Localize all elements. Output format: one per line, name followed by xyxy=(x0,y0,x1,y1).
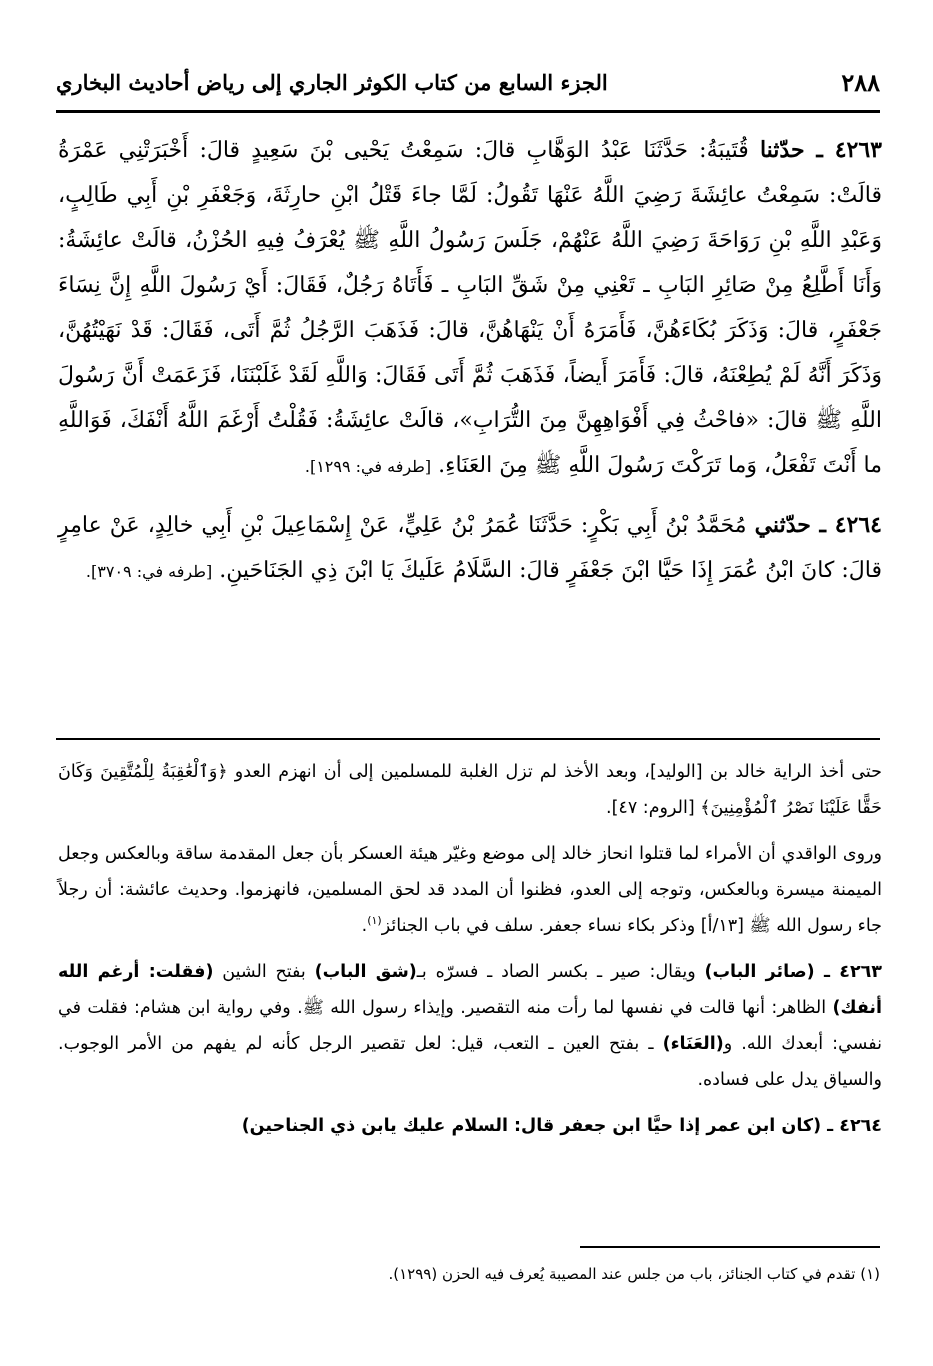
commentary-text: ويقال: صير ـ بكسر الصاد ـ فسرّه بـ xyxy=(416,962,705,982)
commentary-paragraph xyxy=(58,954,882,1098)
footnote-divider xyxy=(580,1246,880,1248)
commentary-term: (فقلت: أرغم الله أنفك) xyxy=(58,962,882,1018)
footnote-text: تقدم في كتاب الجنائز، باب من جلس عند المصيبة يُعرف فيه الحزن (١٢٩٩). xyxy=(388,1265,856,1283)
commentary-text: بفتح الشين xyxy=(213,962,315,982)
commentary-paragraph: حتى أخذ الراية خالد بن [الوليد]، وبعد الأخذ لم تزل الغلبة للمسلمين إلى أن انهزم العدو ﴿وَٱلْعَٰقِبَةُ لِلْمُتَّقِينَ وَكَانَ حَقًّا عَلَيْنَا نَصْرُ ٱلْمُؤْمِنِينَ﴾ [الروم: ٤٧]. xyxy=(58,762,882,818)
commentary-text: ـ بفتح العين ـ التعب، قيل: لعل تقصير الرجل كأنه لم يفهم من الأمر الوجوب. والسياق يدل على فساده. xyxy=(58,1034,882,1090)
footnote-marker: (١) xyxy=(367,914,382,928)
commentary-divider xyxy=(56,738,880,740)
cross-reference: [طرفه في: ٣٧٠٩]. xyxy=(85,562,213,581)
hadith-text-block xyxy=(58,128,882,594)
commentary-term: (العَنَاء) xyxy=(662,1034,724,1054)
header-divider xyxy=(56,110,880,113)
commentary-block xyxy=(58,754,882,1144)
commentary-heading: ٤٢٦٣ ـ (صائر الباب) xyxy=(704,962,882,982)
footnote xyxy=(240,1260,880,1288)
footnote-number: (١) xyxy=(860,1265,880,1283)
commentary-paragraph xyxy=(58,836,882,944)
commentary-text: وروى الواقدي أن الأمراء لما قتلوا انحاز خالد إلى موضع وغيّر هيئة العسكر بأن جعل المقدمة ساقة وبالعكس وجعل الميمنة ميسرة وبالعكس، وتوجه إلى العدو، فظنوا أن المدد قد لحق المسلمين، فانهزموا. وحديث عائشة: أن رجلاً جاء رسول الله ﷺ [١٣/أ] وذكر بكاء نساء جعفر. سلف في باب الجنائز xyxy=(58,844,882,936)
commentary-text: . xyxy=(361,916,368,936)
page-number: ٢٨٨ xyxy=(841,67,880,97)
commentary-term: (شق الباب) xyxy=(314,962,417,982)
hadith-4263 xyxy=(58,128,882,489)
hadith-4264 xyxy=(58,503,882,594)
commentary-heading: ٤٢٦٤ ـ (كان ابن عمر إذا حيَّا ابن جعفر قال: السلام عليك يابن ذي الجناحين) xyxy=(241,1116,882,1136)
hadith-number: ٤٢٦٣ ـ حدّثنا xyxy=(759,137,882,163)
hadith-number: ٤٢٦٤ ـ حدّثني xyxy=(754,512,882,538)
hadith-body: مُحَمَّدُ بْنُ أَبِي بَكْرٍ: حَدَّثَنَا عُمَرُ بْنُ عَلِيٍّ، عَنْ إِسْمَاعِيلَ بْنِ أَبِي خالِدٍ، عَنْ عامِرٍ قالَ: كانَ ابْنُ عُمَرَ إِذَا حَيَّا ابْنَ جَعْفَرٍ قالَ: السَّلَامُ عَلَيكَ يَا ابْنَ ذِي الجَنَاحَينِ. xyxy=(58,513,882,583)
cross-reference: [طرفه في: ١٢٩٩]. xyxy=(304,457,432,476)
page-header xyxy=(56,62,880,102)
hadith-body: قُتَيبَةُ: حَدَّثَنَا عَبْدُ الوَهَّابِ قالَ: سَمِعْتُ يَحْيى بْنَ سَعِيدٍ قالَ: أَخْبَرَتْنِي عَمْرَةُ قالَتْ: سَمِعْتُ عائِشَةَ رَضِيَ اللَّهُ عَنْهَا تَقُولُ: لَمَّا جاءَ قَتْلُ ابْنِ حارِثَةَ، وَجَعْفَرِ بْنِ أَبِي طَالِبٍ، وَعَبْدِ اللَّهِ بْنِ رَوَاحَةَ رَضِيَ اللَّهُ عَنْهُمْ، جَلَسَ رَسُولُ اللَّهِ ﷺ يُعْرَفُ فِيهِ الحُزْنُ، قالَتْ عائِشَةُ: وَأَنَا أَطَّلِعُ مِنْ صَائِرِ البَابِ ـ تَعْنِي مِنْ شَقِّ البَابِ ـ فَأَتَاهُ رَجُلٌ، فَقَالَ: أَيْ رَسُولَ اللَّهِ إِنَّ نِسَاءَ جَعْفَرٍ، قالَ: وَذَكَرَ بُكَاءَهُنَّ، فَأَمَرَهُ أَنْ يَنْهَاهُنَّ، قالَ: فَذَهَبَ الرَّجُلُ ثُمَّ أَتَى، فَقَالَ: قَدْ نَهَيْتُهُنَّ، وَذَكَرَ أَنَّهُ لَمْ يُطِعْنَهُ، قالَ: فَأَمَرَ أَيضاً، فَذَهَبَ ثُمَّ أَتَى فَقَالَ: وَاللَّهِ لَقَدْ غَلَبْنَنَا، فَزَعَمَتْ أَنَّ رَسُولَ اللَّهِ ﷺ قالَ: «فاحْثُ فِي أَفْوَاهِهِنَّ مِنَ التُّرَابِ»، قالَتْ عائِشَةُ: فَقُلْتُ أَرْغَمَ اللَّهُ أَنْفَكَ، فَوَاللَّهِ ما أَنْتَ تَفْعَلُ، وَما تَرَكْتَ رَسُولَ اللَّهِ ﷺ مِنَ العَنَاءِ. xyxy=(58,138,882,478)
commentary-text: الظاهر: أنها قالت في نفسها لما رأت منه التقصير. وإيذاء رسول الله ﷺ. وفي رواية ابن هشام: فقلت في نفسي: أبعدك الله. و xyxy=(58,998,882,1054)
running-title: الجزء السابع من كتاب الكوثر الجاري إلى رياض أحاديث البخاري xyxy=(56,69,608,95)
